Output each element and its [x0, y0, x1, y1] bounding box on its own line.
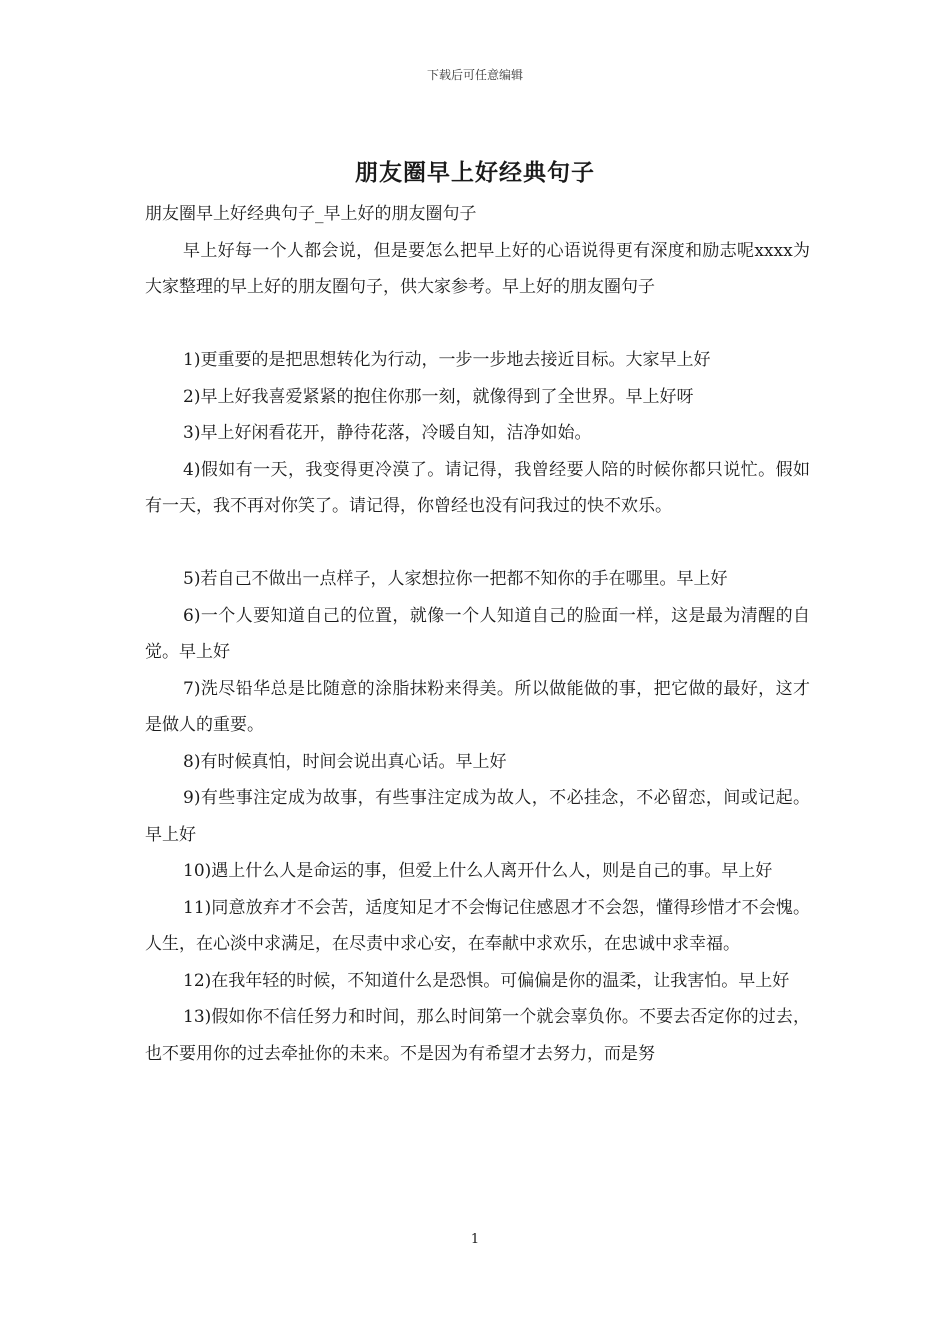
list-item: 11)同意放弃才不会苦，适度知足才不会悔记住感恩才不会怨，懂得珍惜才不会愧。人生，在心淡中求满足，在尽责中求心安，在奉献中求欢乐，在忠诚中求幸福。	[145, 897, 810, 954]
list-item: 7)洗尽铅华总是比随意的涂脂抹粉来得美。所以做能做的事，把它做的最好，这才是做人的重要。	[145, 678, 810, 735]
page-number: 1	[470, 1232, 480, 1247]
list-item: 2)早上好我喜爱紧紧的抱住你那一刻，就像得到了全世界。早上好呀	[183, 386, 694, 407]
spacer	[145, 306, 810, 343]
list-item: 10)遇上什么人是命运的事，但爱上什么人离开什么人，则是自己的事。早上好	[183, 861, 773, 881]
intro-paragraph: 早上好每一个人都会说，但是要怎么把早上好的心语说得更有深度和励志呢xxxx为大家整理的早上好的朋友圈句子，供大家参考。早上好的朋友圈句子	[145, 240, 810, 297]
spacer	[145, 525, 810, 562]
list-item: 9)有些事注定成为故事，有些事注定成为故人，不必挂念，不必留恋，间或记起。早上好	[145, 788, 810, 845]
list-item: 13)假如你不信任努力和时间，那么时间第一个就会辜负你。不要去否定你的过去，也不要用你的过去牵扯你的未来。不是因为有希望才去努力，而是努	[145, 1007, 810, 1064]
list-item: 1)更重要的是把思想转化为行动，一步一步地去接近目标。大家早上好	[183, 350, 711, 370]
list-item: 3)早上好闲看花开，静待花落，冷暖自知，洁净如始。	[183, 423, 592, 443]
list-item: 12)在我年轻的时候，不知道什么是恐惧。可偏偏是你的温柔，让我害怕。早上好	[183, 970, 790, 991]
page-header: 下载后可任意编辑	[426, 68, 523, 82]
list-item: 6)一个人要知道自己的位置，就像一个人知道自己的脸面一样，这是最为清醒的自觉。早上好	[145, 605, 810, 662]
document-title: 朋友圈早上好经典句子	[355, 159, 595, 186]
document-body	[145, 196, 810, 1072]
list-item: 8)有时候真怕，时间会说出真心话。早上好	[183, 751, 507, 772]
subtitle: 朋友圈早上好经典句子_早上好的朋友圈句子	[145, 204, 477, 224]
list-item: 5)若自己不做出一点样子，人家想拉你一把都不知你的手在哪里。早上好	[183, 569, 728, 589]
list-item: 4)假如有一天，我变得更冷漠了。请记得，我曾经要人陪的时候你都只说忙。假如有一天，我不再对你笑了。请记得，你曾经也没有问我过的快不欢乐。	[145, 459, 810, 516]
